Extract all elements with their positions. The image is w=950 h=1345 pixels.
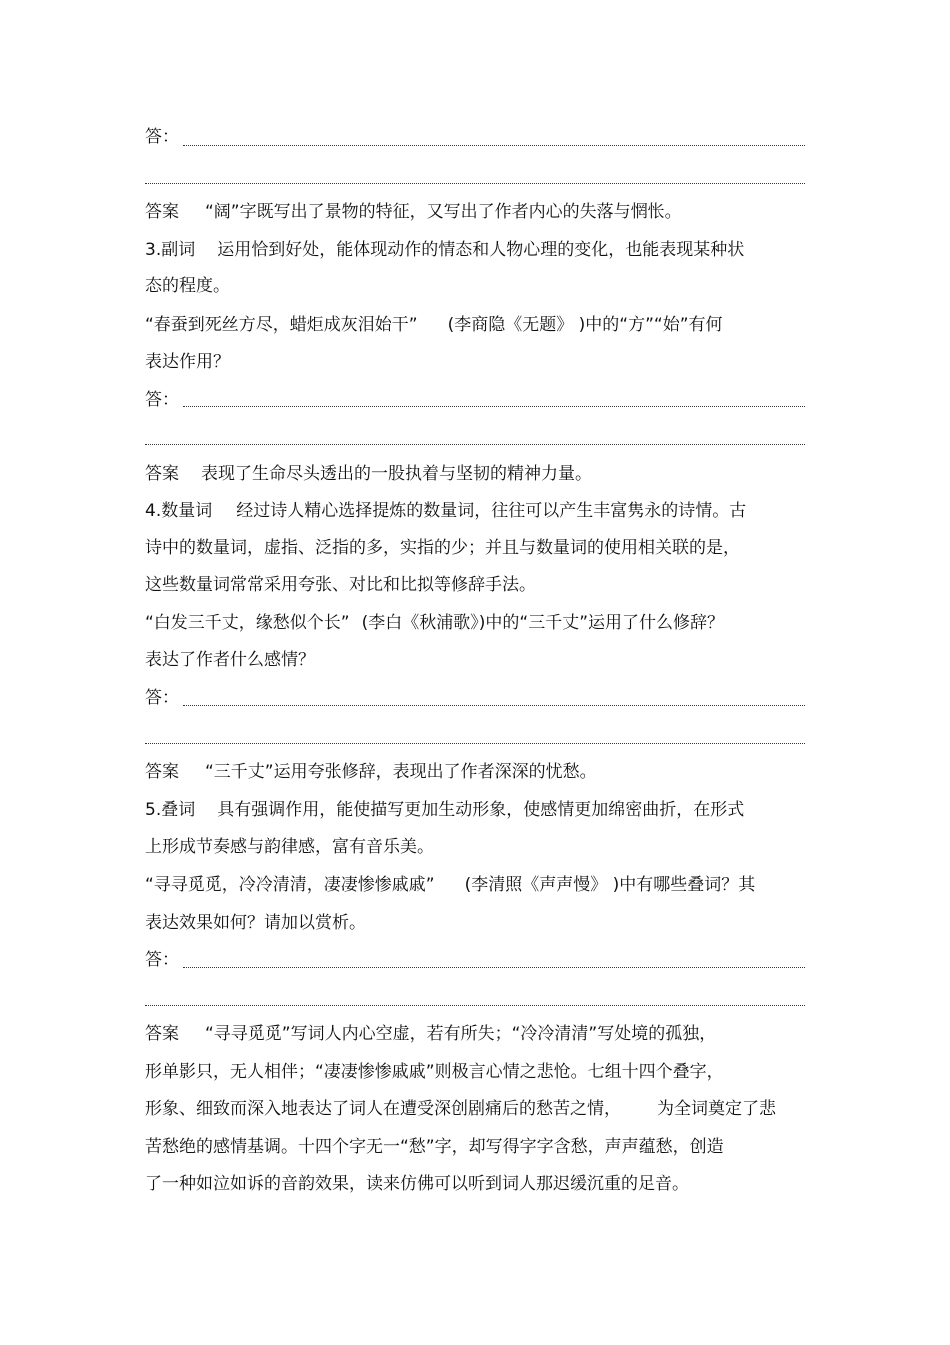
answer-paragraph (145, 200, 682, 224)
answer-text: “三千丈”运用夸张修辞，表现出了作者深深的忧愁。 (205, 762, 597, 782)
answer-line[interactable] (145, 743, 805, 744)
question-line: 表达了作者什么感情？ (145, 650, 315, 670)
answer-paragraph (145, 760, 597, 784)
answer-line[interactable] (183, 705, 805, 706)
section-number: 4. (145, 501, 162, 521)
poem-quote: “寻寻觅觅，冷冷清清，凄凄惨惨戚戚” (145, 875, 435, 895)
section-term: 叠词 (161, 800, 196, 820)
answer-label: 答案 (145, 1024, 179, 1044)
question-line: 表达效果如何？请加以赏析。 (145, 913, 366, 933)
section-description: 具有强调作用，能使描写更加生动形象，使感情更加绵密曲折，在形式 (217, 800, 745, 820)
answer-text-line: 苦愁绝的感情基调。十四个字无一“愁”字，却写得字字含愁，声声蕴愁，创造 (145, 1137, 724, 1157)
section-number: 3. (145, 240, 162, 260)
answer-text-line: 形象、细致而深入地表达了词人在遭受深创剧痛后的愁苦之情， 为全词奠定了悲 (145, 1099, 776, 1119)
section-term: 副词 (161, 240, 196, 260)
answer-paragraph (145, 1022, 716, 1046)
section-description: 运用恰到好处，能体现动作的情态和人物心理的变化，也能表现某种状 (217, 240, 745, 260)
question-line: 表达作用？ (145, 352, 230, 372)
answer-line[interactable] (183, 406, 805, 407)
question-line (145, 873, 755, 897)
section-description-line: 上形成节奏感与韵律感，富有音乐美。 (145, 837, 434, 857)
poem-source: (李清照《声声慢》 )中有哪些叠词？其 (464, 875, 756, 895)
question-line (145, 313, 723, 337)
answer-line[interactable] (183, 967, 805, 968)
answer-prompt: 答： (145, 390, 179, 410)
answer-line[interactable] (145, 1005, 805, 1006)
answer-label: 答案 (145, 464, 179, 484)
answer-line[interactable] (183, 145, 805, 146)
section-heading (145, 238, 744, 262)
answer-paragraph (145, 462, 592, 486)
poem-source: (李白《秋浦歌》)中的“三千丈”运用了什么修辞？ (361, 613, 725, 633)
answer-text-line: 了一种如泣如诉的音韵效果，读来仿佛可以听到词人那迟缓沉重的足音。 (145, 1174, 689, 1194)
poem-quote: “白发三千丈，缘愁似个长” (145, 613, 350, 633)
answer-prompt: 答： (145, 127, 179, 147)
section-description-line: 态的程度。 (145, 276, 230, 296)
answer-text: 表现了生命尽头透出的一股执着与坚韧的精神力量。 (201, 464, 592, 484)
section-heading (145, 798, 744, 822)
answer-prompt: 答： (145, 688, 179, 708)
question-line (145, 611, 724, 635)
section-description-line: 诗中的数量词，虚指、泛指的多，实指的少；并且与数量词的使用相关联的是， (145, 538, 740, 558)
section-term: 数量词 (161, 501, 213, 521)
answer-label: 答案 (145, 202, 179, 222)
answer-text: “阔”字既写出了景物的特征，又写出了作者内心的失落与惘怅。 (205, 202, 682, 222)
answer-line[interactable] (145, 183, 805, 184)
answer-text-line: 形单影只，无人相伴；“凄凄惨惨戚戚”则极言心情之悲怆。七组十四个叠字， (145, 1062, 724, 1082)
answer-text: “寻寻觅觅”写词人内心空虚，若有所失；“冷冷清清”写处境的孤独， (205, 1024, 717, 1044)
answer-line[interactable] (145, 444, 805, 445)
section-description-line: 这些数量词常常采用夸张、对比和比拟等修辞手法。 (145, 575, 536, 595)
answer-label: 答案 (145, 762, 179, 782)
poem-source: (李商隐《无题》 )中的“方”“始”有何 (447, 315, 723, 335)
section-number: 5. (145, 800, 162, 820)
section-heading (145, 499, 746, 523)
poem-quote: “春蚕到死丝方尽，蜡炬成灰泪始干” (145, 315, 418, 335)
section-description: 经过诗人精心选择提炼的数量词，往往可以产生丰富隽永的诗情。古 (236, 501, 747, 521)
answer-prompt: 答： (145, 950, 179, 970)
